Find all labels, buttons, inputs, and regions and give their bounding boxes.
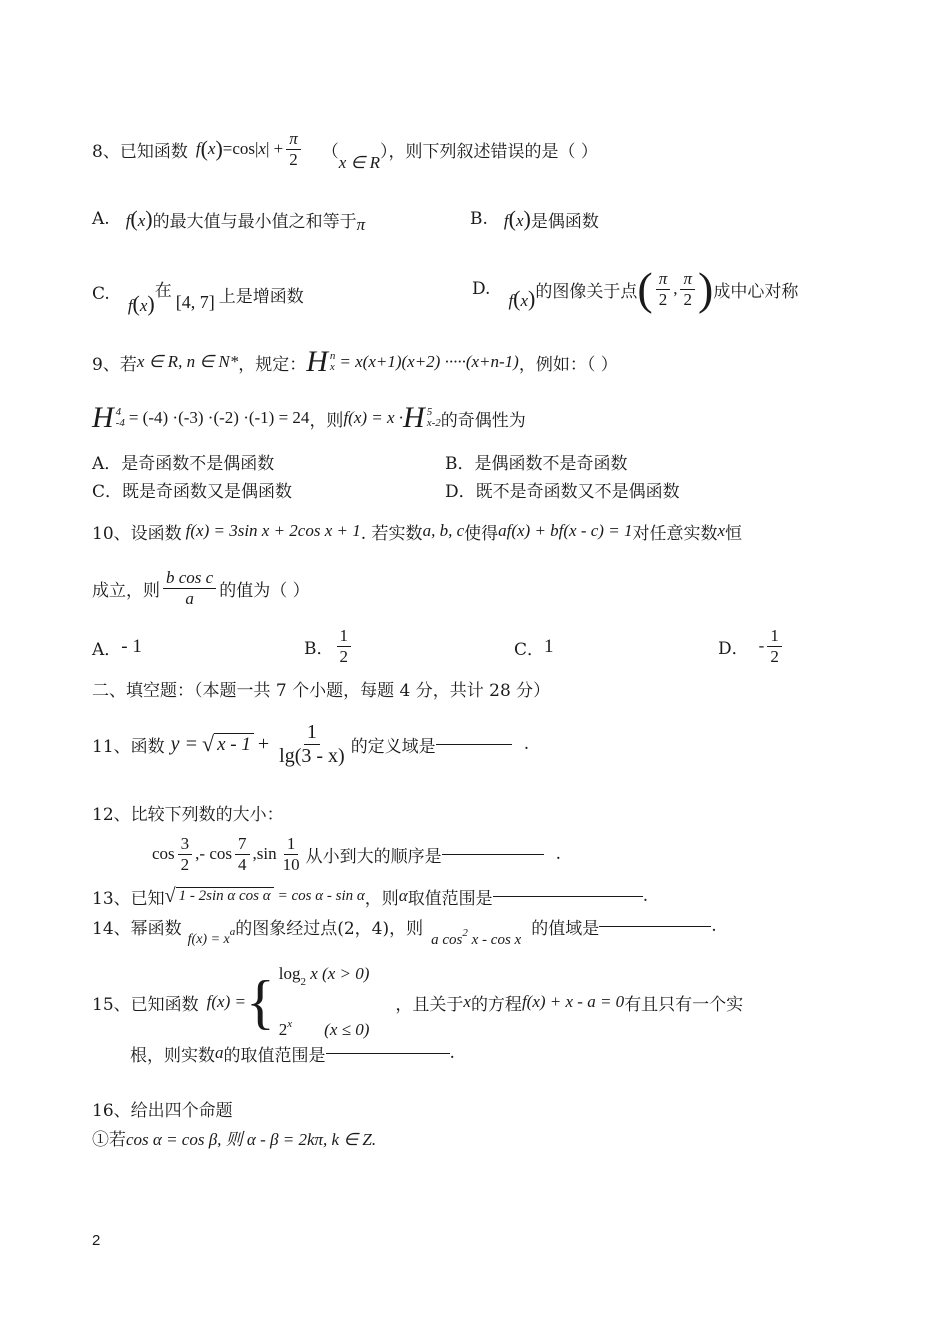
q9-example [92,400,526,436]
q15-case1-log: log [278,964,301,983]
q8-comma: , [673,279,678,298]
q16-stem [92,1096,233,1120]
q15-case2-base: 2 [278,1020,288,1039]
q9-suffix: ，例如：（ ） [518,354,618,375]
q9-option-c-text: C．既是奇函数又是偶函数 [92,481,293,502]
q10-option-d-num: 1 [767,626,782,647]
q15-line2a: 根，则实数 [130,1045,215,1066]
q12-f3n: 1 [284,834,299,855]
q8-two: 2 [289,149,298,169]
q12-frac1 [178,834,193,874]
q14-prefix: 14、幂函数 [92,918,182,939]
q9-option-c [92,477,292,501]
q10-option-b-den: 2 [339,646,348,666]
q12-prefix: 12、比较下列数的大小： [92,804,284,825]
q14-exp: a [229,926,236,938]
q10-line2-suffix: 的值为（ ） [219,580,310,601]
q12-end: . [555,844,561,864]
q9-option-b [445,449,628,473]
q13-answer-blank[interactable] [493,896,643,897]
q10-frac-num: b cos c [163,568,216,589]
q8-fx: f(x) [503,206,531,231]
q12-f2n: 7 [235,834,250,855]
q11-suffix: 的定义域是 [350,736,436,757]
q11-sqrt-content: x - 1 [214,733,254,756]
q9-h-indices: 4 -4 [115,406,125,429]
q11-end: . [523,734,530,754]
q10-mid: . 若实数 [360,523,423,544]
q12-stem [92,800,284,824]
q10-option-c [514,624,554,670]
q8-suffix: ），则下列叙述错误的是（ ） [380,141,598,162]
q11-plus: + [257,732,270,755]
q9-condition: x ∈ R, n ∈ N* [136,352,239,371]
q9-h-symbol: H [306,345,328,378]
q8-x: x [207,139,216,158]
page-number: 2 [92,1232,101,1249]
q10-heng: 恒 [725,523,742,544]
q12-sin: ,sin [252,844,277,863]
q9-mid: ，规定： [238,354,307,375]
q12-frac2 [235,834,250,874]
q15-case1 [278,964,370,988]
q13-rhs: = cos α - sin α [277,887,365,904]
q14-expr [431,926,522,949]
q10-prefix: 10、设函数 [92,523,182,544]
q8-two: 2 [683,289,692,309]
q10-option-d-sign: - [758,636,765,655]
q15-case2-exp: x [287,1018,293,1030]
q10-function: f(x) = 3sin x + 2cos x + 1 [185,521,361,540]
q8-option-b-text: 是偶函数 [530,211,599,232]
q12-f1n: 3 [178,834,193,855]
q10-fraction [163,568,216,608]
q9-option-b-text: B．是偶函数不是奇函数 [445,453,628,474]
q9-h-indices: 5 x-2 [426,406,441,429]
q13-end: . [642,886,649,906]
q8-pi: π [680,269,695,290]
q8-fx: f(x) [125,206,153,231]
q9-option-a [92,449,274,473]
q8-paren: ) [215,136,223,161]
q8-function: f [195,139,201,158]
q10-mid2: 使得 [464,523,499,544]
q8-option-a-text: 的最大值与最小值之和等于 [152,211,357,232]
q8-pi: π [656,269,671,290]
q14-answer-blank[interactable] [599,926,711,927]
q15-case2-rest: (x ≤ 0) [324,1020,370,1039]
q9-example-eq: = (-4) ·(-3) ·(-2) ·(-1) = 24 [128,408,310,427]
q9-h-symbol: H [403,401,425,434]
q8-option-c [92,276,304,316]
q8-fx: f(x) [508,286,536,311]
q12-expression [152,830,561,878]
q10-line2-prefix: 成立，则 [92,580,160,601]
q10-option-a-value: - 1 [121,636,142,657]
q14-end: . [711,916,717,936]
q14-func [187,926,236,948]
q10-stem [92,516,742,546]
q10-option-d-den: 2 [770,646,779,666]
q8-option-c-text2: 上是增函数 [218,286,304,307]
q15-fx: f(x) = [206,992,246,1011]
q15-suffix: 有且只有一个实 [624,994,744,1015]
q16-prefix: 16、给出四个命题 [92,1100,233,1121]
q10-option-b-frac [337,626,352,666]
q13 [92,882,648,910]
q9-stem [92,344,618,380]
q8-cos: =cos|x| + [222,139,284,158]
q8-fx: f(x) [127,291,155,316]
q9-prefix: 9、若 [92,354,137,375]
q8-point-x [656,269,671,309]
q8-stem [92,122,598,176]
q9-definition: = x(x+1)(x+2) ·····(x+n-1) [339,352,519,371]
q11-den: lg(3 - x) [279,744,345,767]
section-2-heading [92,676,550,700]
q8-option-c-label: C. [92,284,110,304]
q8-option-b [470,204,599,234]
q8-two: 2 [658,289,668,309]
q15-brace: { [245,969,275,1035]
q15-mid: ，且关于 [395,994,464,1015]
q8-domain: x ∈ R [338,153,380,172]
q10-line2 [92,562,310,614]
q14-expr2: x - cos x [471,931,522,948]
q8-point-y [680,269,695,309]
q10-option-b [304,622,354,670]
q14-suffix: 的值域是 [531,918,600,939]
q8-pi: π [286,129,301,150]
q10-vars: a, b, c [422,521,465,540]
q8-big-lparen: ( [637,263,653,314]
q11-num: 1 [304,721,320,745]
q12-f2d: 4 [238,854,247,874]
q13-suffix: ，则 [364,888,399,909]
q11-y: y = [170,732,199,755]
q8-option-c-interval: [4, 7] [175,291,215,312]
q8-big-rparen: ) [698,263,714,314]
q11-fraction [276,721,348,768]
q14-sq: 2 [462,926,468,939]
q9-option-a-text: A．是奇函数不是偶函数 [92,453,275,474]
q15-case1-rest: x (x > 0) [310,964,370,983]
q15-prefix: 15、已知函数 [92,994,199,1015]
q9-h-symbol: H [92,401,114,434]
q14-expr-text: a cos [431,931,463,948]
q8-option-d-label: D. [472,279,491,299]
q12-answer-blank[interactable] [442,854,544,855]
q16-item-1 [92,1124,376,1150]
q13-sqrt-content: 1 - 2sin α cos α [176,887,274,905]
q15 [92,964,743,1040]
q13-suffix2: 取值范围是 [407,888,493,909]
q10-option-d-frac [767,626,782,666]
q12-frac3 [280,834,303,874]
q12-f3d: 10 [282,854,300,874]
q11 [92,716,529,772]
q9-option-d [445,477,680,501]
q15-x: x [463,992,471,1011]
q10-option-c-label: C． [514,639,545,660]
q16-item1-text: cos α = cos β, 则 α - β = 2kπ, k ∈ Z. [126,1129,377,1149]
q8-option-a-pi: π [356,215,366,234]
q10-option-c-value: 1 [544,636,554,657]
q15-mid2: 的方程 [470,994,522,1015]
q8-option-a-label: A. [92,209,110,229]
q14-mid: 的图象经过点(2，4)，则 [235,918,424,939]
q13-sqrt-sign: √ [164,884,176,907]
q13-prefix: 13、已知 [92,888,165,909]
q10-frac-den: a [185,588,194,608]
q9-option-d-text: D．既不是奇函数又不是偶函数 [445,481,680,502]
q12-suffix: 从小到大的顺序是 [305,846,442,867]
q11-sqrt-sign: √ [202,731,215,756]
q15-piecewise [279,964,370,1040]
q9-h-indices: n x [329,350,336,373]
q9-fx: f(x) = x · [343,408,404,427]
q10-option-a-label: A． [92,639,122,660]
q15-line2b: 的取值范围是 [223,1045,326,1066]
section-2-text: 二、填空题：（本题一共 7 个小题，每题 4 分，共计 28 分） [92,680,551,701]
q15-answer-blank[interactable] [326,1053,450,1054]
q16-item1-prefix: ①若 [92,1129,126,1150]
q15-case2 [279,1020,370,1040]
q11-answer-blank[interactable] [436,744,512,745]
q15-a: a [215,1043,224,1062]
q8-option-a [92,204,365,234]
q8-pi-over-2 [286,129,301,169]
q10-option-d-label: D． [718,638,749,659]
q8-option-d-text2: 成中心对称 [713,281,799,302]
q11-prefix: 11、函数 [92,736,165,757]
q12-mcos: ,- cos [195,844,232,863]
q8-option-d [472,262,798,316]
q12-f1d: 2 [180,854,190,874]
q8-option-b-label: B. [470,209,488,229]
q15-line2 [130,1040,455,1066]
q14 [92,912,717,952]
q10-option-b-num: 1 [337,626,352,647]
q10-option-a [92,624,142,670]
q10-option-d [718,622,785,670]
q15-end: . [449,1043,455,1063]
q8-option-c-text1: 在 [154,280,172,301]
q10-option-b-label: B． [304,638,334,659]
q13-alpha: α [398,886,408,905]
q9-tail: 的奇偶性为 [440,410,526,431]
q8-lparen: （ [321,141,339,162]
q10-x: x [717,521,725,540]
q12-cos1: cos [152,844,175,863]
q8-paren: ( [200,136,208,161]
q8-option-d-text1: 的图像关于点 [535,281,638,302]
q15-equation: f(x) + x - a = 0 [521,992,625,1011]
q10-suffix: 对任意实数 [632,523,718,544]
q9-then: ，则 [309,410,344,431]
q10-equation: af(x) + bf(x - c) = 1 [498,521,633,540]
q15-case1-base: 2 [300,976,306,988]
q8-prefix: 8、已知函数 [92,141,188,162]
q14-func-text: f(x) = x [187,932,230,947]
